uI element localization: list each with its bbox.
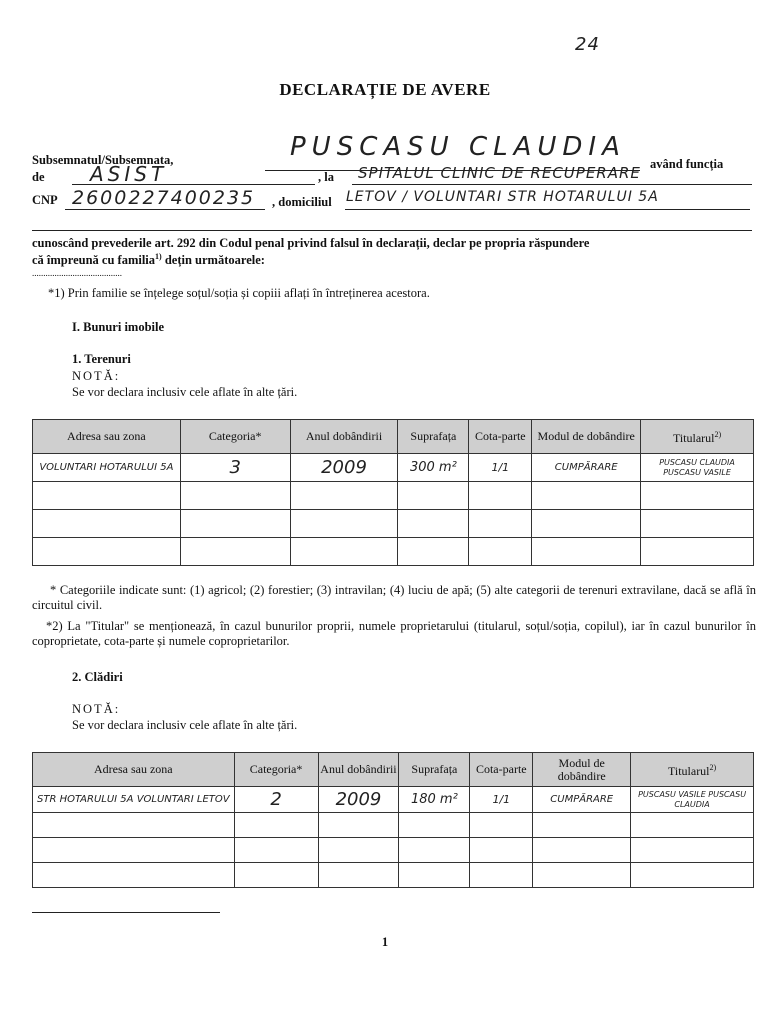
table-row xyxy=(33,454,754,482)
cell-adresa: VOLUNTARI HOTARULUI 5A xyxy=(33,454,181,482)
institutie-handwritten: SPITALUL CLINIC DE RECUPERARE xyxy=(358,164,641,182)
statement-line-2 xyxy=(32,252,265,268)
cnp-handwritten: 2600227400235 xyxy=(72,187,256,209)
document-title: DECLARAȚIE DE AVERE xyxy=(279,80,491,99)
cell-categoria: 3 xyxy=(180,454,290,482)
col-adresa: Adresa sau zona xyxy=(33,753,235,787)
table-row-empty xyxy=(33,482,754,510)
col-suprafata: Suprafața xyxy=(398,420,469,454)
col-modul: Modul de dobândire xyxy=(532,420,641,454)
subsemnatul-label: Subsemnatul/Subsemnata, xyxy=(32,153,174,167)
page-number: 1 xyxy=(381,935,389,949)
titular-footnote: *2) La "Titular" se menționează, în cazul bunurilor proprii, numele proprietarului (titularul, soțul/soția, copilul), iar în cazul bunurilor în coproprietate, cota-parte și numele coproprietarilor. xyxy=(32,619,756,648)
terenuri-table xyxy=(32,419,754,566)
col-titular-label: Titularul xyxy=(672,431,715,445)
domiciliul-label: , domiciliul xyxy=(272,195,332,209)
cell-categoria: 2 xyxy=(234,787,318,813)
statement-line-1: cunoscând prevederile art. 292 din Codul penal privind falsul în declarații, declar pe propria răspundere xyxy=(32,236,590,250)
cell-cota: 1/1 xyxy=(469,454,532,482)
cell-adresa: STR HOTARULUI 5A VOLUNTARI LETOV xyxy=(33,787,235,813)
col-titular-label: Titularul xyxy=(667,764,710,778)
nota-text-1: Se vor declara inclusiv cele aflate în alte țări. xyxy=(72,385,298,399)
col-cota: Cota-parte xyxy=(470,753,533,787)
table-row-empty xyxy=(33,813,754,838)
domiciliu-handwritten: LETOV / VOLUNTARI STR HOTARULUI 5A xyxy=(346,189,659,205)
table-row-empty xyxy=(33,538,754,566)
terenuri-heading: 1. Terenuri xyxy=(72,352,131,366)
table-row-empty xyxy=(33,863,754,888)
col-anul: Anul dobândirii xyxy=(290,420,398,454)
domiciliu-line xyxy=(345,209,750,210)
col-categoria: Categoria* xyxy=(180,420,290,454)
cell-titular: PUSCASU VASILE PUSCASU CLAUDIA xyxy=(631,787,754,813)
col-anul: Anul dobândirii xyxy=(318,753,399,787)
table-row-empty xyxy=(33,838,754,863)
col-titular-sup: 2) xyxy=(714,430,722,439)
nota-label-2: NOTĂ: xyxy=(72,702,121,716)
avand-functia-label: având funcția xyxy=(650,157,724,171)
page-mark: 24 xyxy=(575,34,600,55)
cell-modul: CUMPĂRARE xyxy=(533,787,631,813)
cell-suprafata: 180 m² xyxy=(399,787,470,813)
statement-sup: 1) xyxy=(155,252,162,261)
cnp-label: CNP xyxy=(32,193,58,207)
name-handwritten: PUSCASU CLAUDIA xyxy=(290,132,626,162)
col-titular xyxy=(641,420,754,454)
family-footnote: *1) Prin familie se înțelege soțul/soția și copiii aflați în întreținerea acestora. xyxy=(48,286,430,300)
cell-anul: 2009 xyxy=(290,454,398,482)
nota-label-1: NOTĂ: xyxy=(72,369,121,383)
col-adresa: Adresa sau zona xyxy=(33,420,181,454)
terenuri-header-row xyxy=(33,420,754,454)
cladiri-header-row xyxy=(33,753,754,787)
statement-text-a: că împreună cu familia xyxy=(32,253,156,268)
functie-handwritten: ASIST xyxy=(90,162,168,186)
statement-text-b: dețin următoarele: xyxy=(161,253,265,268)
table-row xyxy=(33,787,754,813)
col-suprafata: Suprafața xyxy=(399,753,470,787)
cladiri-heading: 2. Clădiri xyxy=(72,670,123,684)
la-label: , la xyxy=(318,170,334,184)
footer-rule xyxy=(32,912,220,913)
col-titular-sup: 2) xyxy=(709,763,717,772)
table-row-empty xyxy=(33,510,754,538)
col-categoria: Categoria* xyxy=(234,753,318,787)
extra-line xyxy=(32,230,752,231)
institutie-line xyxy=(352,184,752,185)
cell-cota: 1/1 xyxy=(470,787,533,813)
cell-suprafata: 300 m² xyxy=(398,454,469,482)
cell-modul: CUMPĂRARE xyxy=(532,454,641,482)
section-imobile-heading: I. Bunuri imobile xyxy=(72,320,165,334)
nota-text-2: Se vor declara inclusiv cele aflate în alte țări. xyxy=(72,718,298,732)
col-cota: Cota-parte xyxy=(469,420,532,454)
de-label: de xyxy=(32,170,45,184)
cell-titular: PUSCASU CLAUDIA PUSCASU VASILE xyxy=(641,454,754,482)
cell-anul: 2009 xyxy=(318,787,399,813)
dots-line: ........................................ xyxy=(32,268,122,278)
cladiri-table xyxy=(32,752,754,888)
col-modul: Modul de dobândire xyxy=(533,753,631,787)
col-titular xyxy=(631,753,754,787)
categorii-footnote: * Categoriile indicate sunt: (1) agricol; (2) forestier; (3) intravilan; (4) luciu de apă; (5) alte categorii de terenuri extravilane, dacă se află în circuitul civil. xyxy=(32,583,756,612)
cnp-line xyxy=(65,209,265,210)
